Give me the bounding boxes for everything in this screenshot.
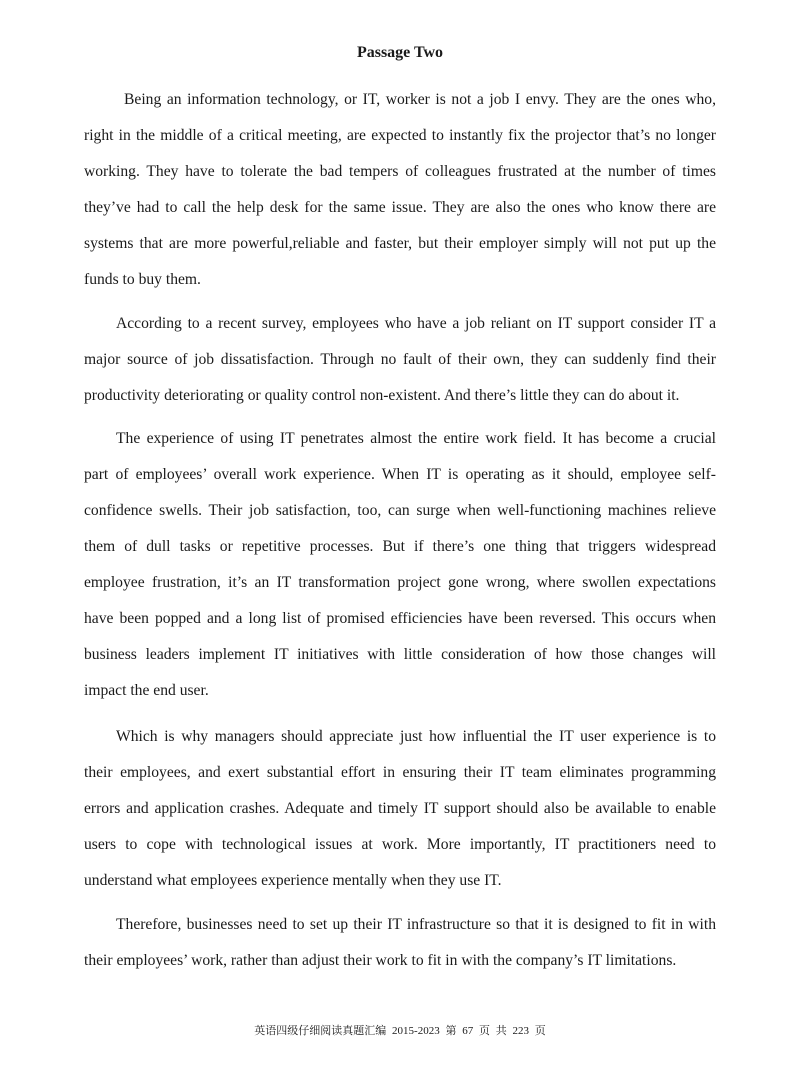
text-line: right in the middle of a critical meeting, are expected to instantly fix the projector that’s no longer <box>84 127 716 144</box>
text-line: funds to buy them. <box>84 271 201 288</box>
text-line: According to a recent survey, employees who have a job reliant on IT support consider IT a <box>116 315 716 332</box>
text-line: their employees, and exert substantial effort in ensuring their IT team eliminates programming <box>84 764 716 781</box>
text-line: employee frustration, it’s an IT transformation project gone wrong, where swollen expectations <box>84 574 716 591</box>
text-line: them of dull tasks or repetitive processes. But if there’s one thing that triggers widespread <box>84 538 716 555</box>
text-line: major source of job dissatisfaction. Through no fault of their own, they can suddenly find their <box>84 351 716 368</box>
text-line: errors and application crashes. Adequate and timely IT support should also be available to enable <box>84 800 716 817</box>
text-line: The experience of using IT penetrates almost the entire work field. It has become a crucial <box>116 430 716 447</box>
text-line: working. They have to tolerate the bad tempers of colleagues frustrated at the number of times <box>84 163 716 180</box>
page-footer: 英语四级仔细阅读真题汇编 2015-2023 第 67 页 共 223 页 <box>254 1025 546 1037</box>
text-line: understand what employees experience mentally when they use IT. <box>84 872 502 889</box>
text-line: impact the end user. <box>84 682 209 699</box>
text-line: systems that are more powerful,reliable and faster, but their employer simply will not put up the <box>84 235 716 252</box>
passage-title: Passage Two <box>356 44 444 61</box>
paragraph-1 <box>84 89 716 305</box>
text-line: they’ve had to call the help desk for the same issue. They are also the ones who know there are <box>84 199 716 216</box>
text-line: Which is why managers should appreciate just how influential the IT user experience is to <box>116 728 716 745</box>
text-line: confidence swells. Their job satisfaction, too, can surge when well-functioning machines relieve <box>84 502 716 519</box>
paragraph-2 <box>84 313 716 421</box>
text-line: productivity deteriorating or quality control non-existent. And there’s little they can do about it. <box>84 387 680 404</box>
text-line: part of employees’ overall work experience. When IT is operating as it should, employee self- <box>84 466 716 483</box>
text-line: have been popped and a long list of promised efficiencies have been reversed. This occurs when <box>84 610 716 627</box>
paragraph-4 <box>84 726 716 906</box>
text-line: their employees’ work, rather than adjust their work to fit in with the company’s IT limitations. <box>84 952 677 969</box>
paragraph-3 <box>84 428 716 716</box>
text-line: Being an information technology, or IT, worker is not a job I envy. They are the ones who, <box>124 91 716 108</box>
paragraph-5 <box>84 914 716 986</box>
text-line: Therefore, businesses need to set up their IT infrastructure so that it is designed to fit in with <box>116 916 716 933</box>
text-line: business leaders implement IT initiatives with little consideration of how those changes will <box>84 646 716 663</box>
text-line: users to cope with technological issues at work. More importantly, IT practitioners need to <box>84 836 716 853</box>
